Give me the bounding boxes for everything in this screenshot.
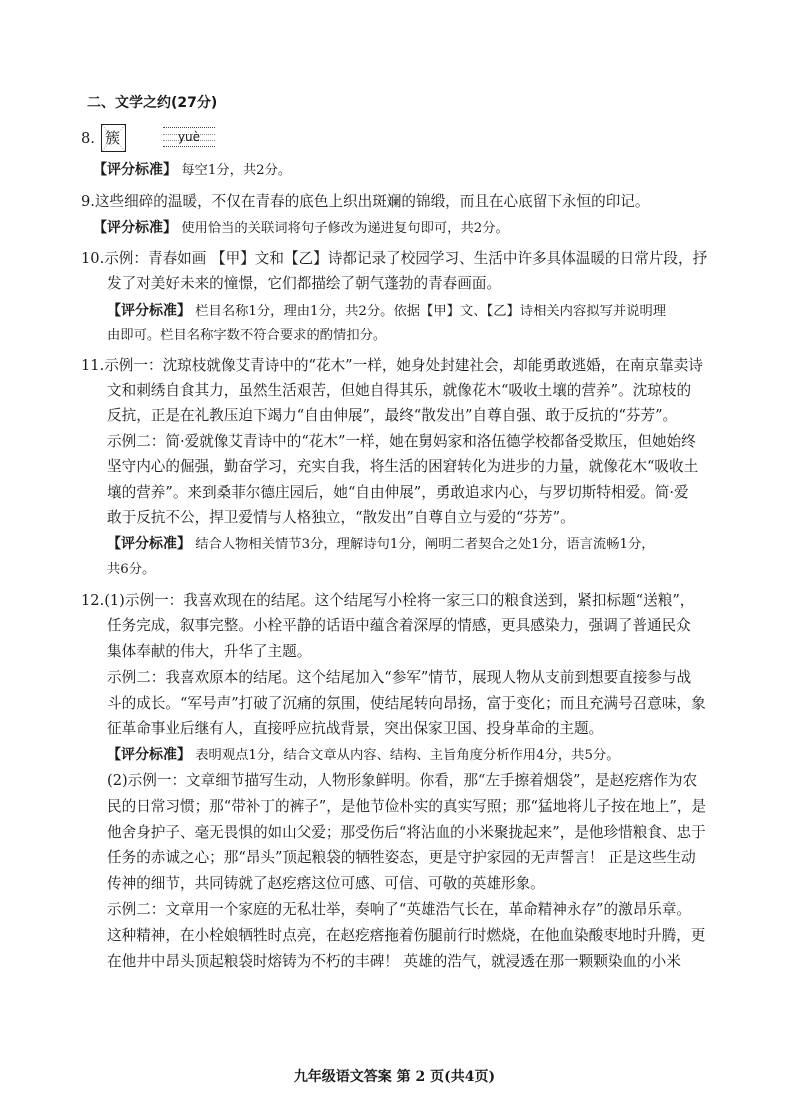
answer-line (107, 616, 691, 636)
scoring-criteria-tag: 【评分标准】 (107, 303, 191, 319)
line-text: 文和刺绣自食其力，虽然生活艰苦，但她自得其乐，就像花木“吸收土壤的营养”。沈琼枝的 (107, 382, 692, 399)
scoring-criteria-line (107, 745, 620, 766)
line-text: 10.示例：青春如画 【甲】文和【乙】诗都记录了校园学习、生活中许多具体温暖的日常片段，抒 (81, 250, 708, 267)
scoring-criteria-line (93, 160, 291, 181)
scoring-criteria-line (107, 534, 655, 555)
pinyin-answer (163, 127, 215, 147)
scoring-criteria-tag: 【评分标准】 (107, 536, 191, 552)
answer-line (107, 457, 698, 477)
line-text: 9.这些细碎的温暖，不仅在青春的底色上织出斑斓的锦缎，而且在心底留下永恒的印记。 (81, 193, 650, 210)
pinyin-text: yuè (177, 130, 201, 144)
answer-line (107, 694, 706, 714)
line-text: 集体奉献的伟大，升华了主题。 (107, 643, 312, 660)
answer-line (107, 381, 691, 401)
answer-line (107, 771, 697, 791)
answer-line (107, 668, 691, 688)
line-text: 民的日常习惯；那“带补丁的裤子”，是他节俭朴实的真实写照；那“猛地将儿子按在地上”，是 (107, 798, 707, 815)
answer-line (107, 274, 501, 294)
answer-line (81, 591, 694, 611)
line-text: 壤的营养”。来到桑菲尔德庄园后，她“自由伸展”，勇敢追求内心，与罗切斯特相爱。简·爱 (107, 484, 689, 501)
answer-line (107, 406, 677, 426)
answer-line (107, 848, 696, 868)
scoring-criteria-tag: 【评分标准】 (107, 747, 191, 763)
line-text: 每空1分，共2分。 (177, 163, 292, 178)
line-text: (2)示例一：文章细节描写生动，人物形象鲜明。你看，那“左手擦着烟袋”，是赵疙瘩作为农 (107, 772, 698, 789)
line-text: 栏目名称1分，理由1分，共2分。依据【甲】文、【乙】诗相关内容拟写并说明理 (191, 304, 667, 319)
answer-line (107, 326, 386, 346)
answer-line (107, 874, 545, 894)
line-text: 传神的细节，共同铸就了赵疙瘩这位可感、可信、可敬的英雄形象。 (107, 875, 545, 892)
line-text: 这种精神，在小栓娘牺牲时点亮，在赵疙瘩拖着伤腿前行时燃烧，在他血染酸枣地时升腾，更 (107, 927, 706, 944)
line-text: 坚守内心的倔强，勤奋学习，充实自我，将生活的困窘转化为进步的力量，就像花木“吸收土 (107, 458, 699, 475)
answer-line (107, 508, 575, 528)
answer-line (107, 560, 155, 580)
line-text: 斗的成长。“军号声”打破了沉痛的氛围，使结尾转向昂扬，富于变化；而且充满号召意味，象 (107, 695, 706, 712)
scoring-criteria-tag: 【评分标准】 (93, 162, 177, 178)
answer-char-box (101, 124, 126, 152)
line-text: 11.示例一：沈琼枝就像艾青诗中的“花木”一样，她身处封建社会，却能勇敢逃婚，在南京靠卖诗 (81, 357, 703, 374)
line-text: 示例二：文章用一个家庭的无私壮举，奏响了“英雄浩气长在，革命精神永存”的激昂乐章。 (107, 901, 692, 918)
answer-char: 簇 (105, 129, 121, 147)
scoring-criteria-line (93, 218, 509, 239)
line-text: 结合人物相关情节3分，理解诗句1分，阐明二者契合之处1分，语言流畅1分， (191, 537, 655, 552)
line-text: 示例二：我喜欢原本的结尾。这个结尾加入“参军”情节，展现人物从支前到想要直接参与战 (107, 669, 692, 686)
line-text: 任务的赤诚之心；那“昂头”顶起粮袋的牺牲姿态，更是守护家园的无声誓言！ 正是这些生动 (107, 849, 696, 866)
line-text: 反抗，正是在礼教压迫下竭力“自由伸展”，最终“散发出”自尊自强、敢于反抗的“芬芳”。 (107, 407, 678, 424)
line-text: 由即可。栏目名称字数不符合要求的酌情扣分。 (107, 328, 387, 343)
line-text: 他舍身护子、毫无畏惧的如山父爱；那受伤后“将沾血的小米聚拢起来”，是他珍惜粮食、忠于 (107, 824, 706, 841)
answer-line (107, 483, 689, 503)
q8-number: 8. (81, 130, 95, 147)
answer-line (107, 823, 706, 843)
answer-line (107, 719, 603, 739)
answer-line (107, 432, 696, 452)
scoring-criteria-tag: 【评分标准】 (93, 220, 177, 236)
line-text: 敢于反抗不公，捍卫爱情与人格独立，“散发出”自尊自立与爱的“芬芳”。 (107, 509, 575, 526)
line-text: 征革命事业后继有人，直接呼应抗战背景，突出保家卫国、投身革命的主题。 (107, 720, 604, 737)
answer-line (107, 642, 311, 662)
line-text: 表明观点1分，结合文章从内容、结构、主旨角度分析作用4分，共5分。 (191, 748, 620, 763)
answer-line (107, 797, 706, 817)
line-text: 发了对美好未来的憧憬，它们都描绘了朝气蓬勃的青春画面。 (107, 275, 502, 292)
line-text: 12.(1)示例一：我喜欢现在的结尾。这个结尾写小栓将一家三口的粮食送到，紧扣标题“送粮”， (81, 592, 695, 609)
answer-line (81, 192, 650, 212)
line-text: 示例二：简·爱就像艾青诗中的“花木”一样，她在舅妈家和洛伍德学校都备受欺压，但她始终 (107, 433, 696, 450)
answer-line (107, 926, 705, 946)
answer-line (81, 249, 707, 269)
answer-line (107, 952, 681, 972)
line-text: 在他井中昂头顶起粮袋时熔铸为不朽的丰碑！ 英雄的浩气，就浸透在那一颗颗染血的小米 (107, 953, 681, 970)
answer-line (81, 356, 703, 376)
line-text: 任务完成，叙事完整。小栓平静的话语中蕴含着深厚的情感，更具感染力，强调了普通民众 (107, 617, 691, 634)
line-text: 共6分。 (107, 562, 156, 577)
line-text: 使用恰当的关联词将句子修改为递进复句即可，共2分。 (177, 221, 509, 236)
answer-line (107, 900, 691, 920)
page-footer: 九年级语文答案 第 2 页(共4页) (293, 1069, 496, 1085)
section-title: 二、文学之约(27分) (87, 95, 218, 111)
scoring-criteria-line (107, 301, 666, 322)
